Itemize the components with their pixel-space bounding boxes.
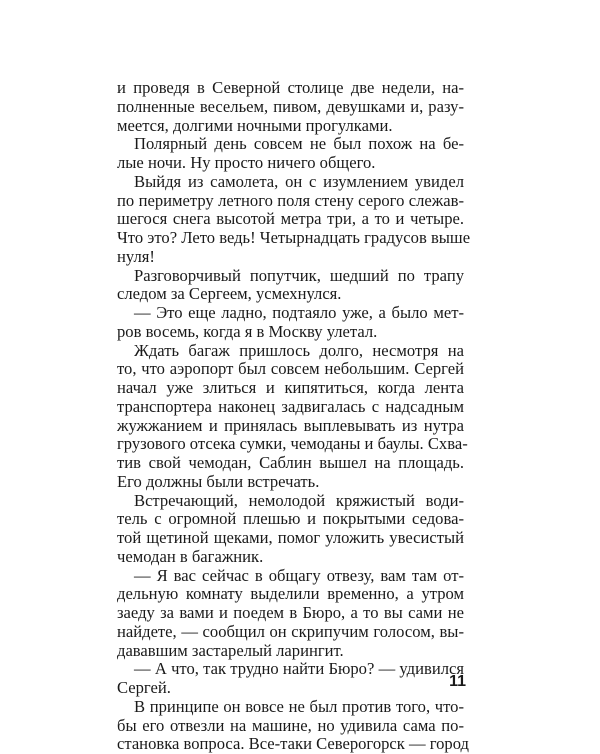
page-number: 11 <box>449 673 466 690</box>
text-line: становка вопроса. Все-таки Северогорск — город <box>117 734 469 754</box>
text-line: начал уже злиться и кипятиться, когда лента <box>117 378 464 397</box>
text-line: Сергей. <box>117 678 171 697</box>
text-line: Полярный день совсем не был похож на бе- <box>134 134 464 154</box>
text-line: бы его отвезли на машине, но удивила сама по- <box>117 715 464 735</box>
text-line: тель с огромной плешью и покрытыми седова- <box>117 509 464 529</box>
text-line: Разговорчивый попутчик, шедший по трапу <box>134 265 464 285</box>
text-line: — Я вас сейчас в общагу отвезу, вам там от- <box>134 565 464 585</box>
text-line: В принципе он вовсе не был против того, что- <box>134 696 464 716</box>
text-line: — А что, так трудно найти Бюро? — удивился <box>134 659 464 679</box>
text-line: — Это еще ладно, подтаяло уже, а было мет- <box>134 303 464 322</box>
text-line: меется, долгими ночными прогулками. <box>117 115 393 135</box>
text-line: Ждать багаж пришлось долго, несмотря на <box>134 340 464 360</box>
text-line: чемодан в багажник. <box>117 546 264 566</box>
text-line: заеду за вами и поедем в Бюро, а то вы сами не <box>117 603 464 622</box>
text-line: ров восемь, когда я в Москву улетал. <box>117 321 378 341</box>
text-line: грузового отсека сумки, чемоданы и баулы. Схва- <box>117 434 468 454</box>
text-line: Его должны были встречать. <box>117 471 320 491</box>
text-line: жужжанием и принялась выплевывать из нутра <box>117 415 464 435</box>
text-line: лые ночи. Ну просто ничего общего. <box>117 153 376 172</box>
text-line: Что это? Лето ведь! Четырнадцать градусов выше <box>117 228 471 247</box>
text-line: Выйдя из самолета, он с изумлением увидел <box>134 171 464 191</box>
text-line: то, что аэропорт был совсем небольшим. Сергей <box>117 359 464 379</box>
text-line: нуля! <box>117 246 155 266</box>
text-line: дельную комнату выделили временно, а утром <box>117 584 464 604</box>
text-line: Встречающий, немолодой кряжистый води- <box>134 490 464 510</box>
text-line: полненные весельем, пивом, девушками и, разу- <box>117 96 464 116</box>
text-line: и проведя в Северной столице две недели, на- <box>117 78 464 97</box>
text-line: шегося снега высотой метра три, а то и четыре. <box>117 209 464 229</box>
text-line: той щетиной щеками, помог уложить увесистый <box>117 528 464 547</box>
text-line: по периметру летного поля стену серого слежав- <box>117 190 464 210</box>
text-line: транспортера наконец задвигалась с надсадным <box>117 396 464 416</box>
text-line: тив свой чемодан, Саблин вышел на площадь. <box>117 453 464 472</box>
text-line: найдете, — сообщил он скрипучим голосом, вы- <box>117 621 464 641</box>
text-line: дававшим застарелый ларингит. <box>117 640 344 660</box>
text-line: следом за Сергеем, усмехнулся. <box>117 284 342 304</box>
page-text <box>117 78 471 754</box>
